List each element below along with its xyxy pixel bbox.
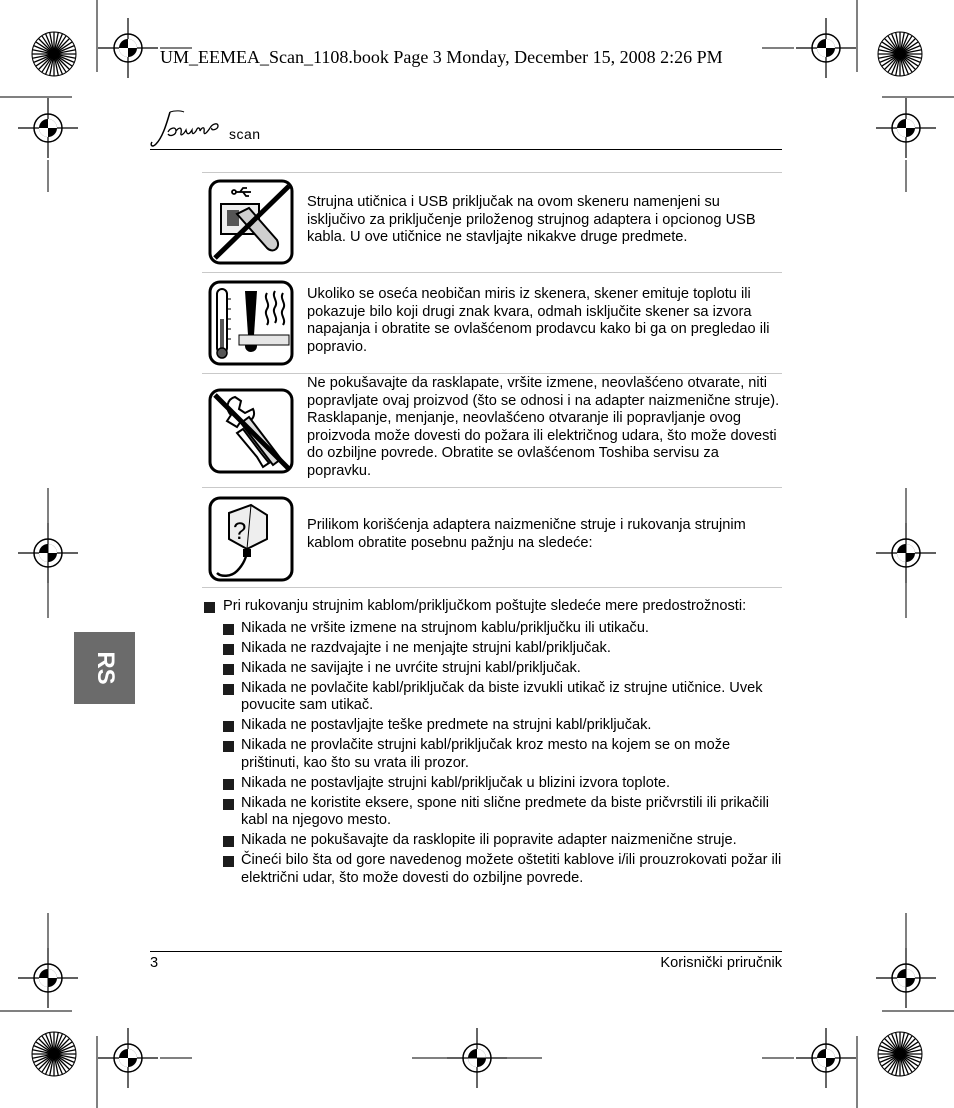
bullet-square-icon xyxy=(223,664,234,675)
main-bullet xyxy=(203,598,788,616)
language-tab xyxy=(74,632,135,704)
no-disassembly-icon xyxy=(207,387,295,475)
sub-bullet-list xyxy=(203,620,788,888)
list-item: Nikada ne razdvajajte i ne menjajte strujni kabl/priključak. xyxy=(203,640,788,658)
list-item: Nikada ne koristite eksere, spone niti slične predmete da biste pričvrstili ili prikačili kabl na njegovo mesto. xyxy=(203,795,788,830)
main-bullet-text: Pri rukovanju strujnim kablom/priključkom poštujte sledeće mere predostrožnosti: xyxy=(223,598,747,614)
bullet-square-icon xyxy=(223,684,234,695)
journe-logo xyxy=(148,104,288,150)
precautions-list xyxy=(203,598,788,890)
bullet-square-icon xyxy=(223,721,234,732)
safety-text-disassembly: Ne pokušavajte da rasklapate, vršite izmene, neovlašćeno otvarate, niti popravljate ovaj proizvod (što se odnosi i na adapter naizmenične struje). Rasklapanje, menjanje, neovlašćeno otvaranje ili popravljanje ovog proizvoda može dovesti do požara ili električnog udara, što može dovesti do ozbiljne povrede. Obratite se ovlašćenom Toshiba servisu za popravku. xyxy=(307,375,780,479)
page-number: 3 xyxy=(150,955,159,971)
bullet-square-icon xyxy=(223,644,234,655)
safety-table xyxy=(202,172,782,588)
overheat-alert-icon xyxy=(207,279,295,367)
safety-row-adapter xyxy=(202,487,782,588)
safety-text-usb: Strujna utičnica i USB priključak na ovom skeneru namenjeni su isključivo za priključenje priloženog strujnog adaptera i opcionog USB kabla. U ove utičnice ne stavljajte nikakve druge predmete. xyxy=(307,194,756,245)
header-rule xyxy=(150,149,782,150)
safety-row-disassembly xyxy=(202,373,782,487)
svg-text:?: ? xyxy=(233,518,247,545)
list-item: Nikada ne povlačite kabl/priključak da biste izvukli utikač iz strujne utičnice. Uvek povucite sam utikač. xyxy=(203,680,788,715)
print-slug-line: UM_EEMEA_Scan_1108.book Page 3 Monday, December 15, 2008 2:26 PM xyxy=(160,47,723,67)
bullet-square-icon xyxy=(223,856,234,867)
list-item: Nikada ne postavljajte teške predmete na strujni kabl/priključak. xyxy=(203,717,788,735)
list-item: Čineći bilo šta od gore navedenog možete oštetiti kablove i/ili prouzrokovati požar ili električni udar, što može dovesti do ozbiljne povrede. xyxy=(203,852,788,887)
list-item: Nikada ne vršite izmene na strujnom kablu/priključku ili utikaču. xyxy=(203,620,788,638)
footer-title: Korisnički priručnik xyxy=(660,955,782,971)
safety-text-overheat: Ukoliko se oseća neobičan miris iz skenera, skener emituje toplotu ili pokazuje bilo koji drugi znak kvara, odmah isključite skener sa izvora napajanja i obratite se ovlašćenom prodavcu kako bi ga on pregledao ili popravio. xyxy=(307,286,770,355)
bullet-square-icon xyxy=(223,741,234,752)
list-item: Nikada ne postavljajte strujni kabl/priključak u blizini izvora toplote. xyxy=(203,775,788,793)
safety-row-usb xyxy=(202,172,782,272)
footer-rule xyxy=(150,951,782,952)
bullet-square-icon xyxy=(223,836,234,847)
list-item: Nikada ne provlačite strujni kabl/priključak kroz mesto na kojem se on može prištinuti, kao što su vrata ili prozor. xyxy=(203,737,788,772)
safety-row-overheat xyxy=(202,272,782,373)
adapter-caution-icon xyxy=(207,495,295,583)
bullet-square-icon xyxy=(223,624,234,635)
list-item: Nikada ne pokušavajte da rasklopite ili popravite adapter naizmenične struje. xyxy=(203,832,788,850)
bullet-square-icon xyxy=(223,799,234,810)
logo-subtitle: scan xyxy=(229,126,261,142)
usb-socket-warning-icon xyxy=(207,178,295,266)
safety-text-adapter: Prilikom korišćenja adaptera naizmenične struje i rukovanja strujnim kablom obratite posebnu pažnju na sledeće: xyxy=(307,517,746,551)
language-tab-label: RS xyxy=(92,651,119,685)
bullet-square-icon xyxy=(223,779,234,790)
bullet-square-icon xyxy=(204,602,215,613)
list-item: Nikada ne savijajte i ne uvrćite strujni kabl/priključak. xyxy=(203,660,788,678)
